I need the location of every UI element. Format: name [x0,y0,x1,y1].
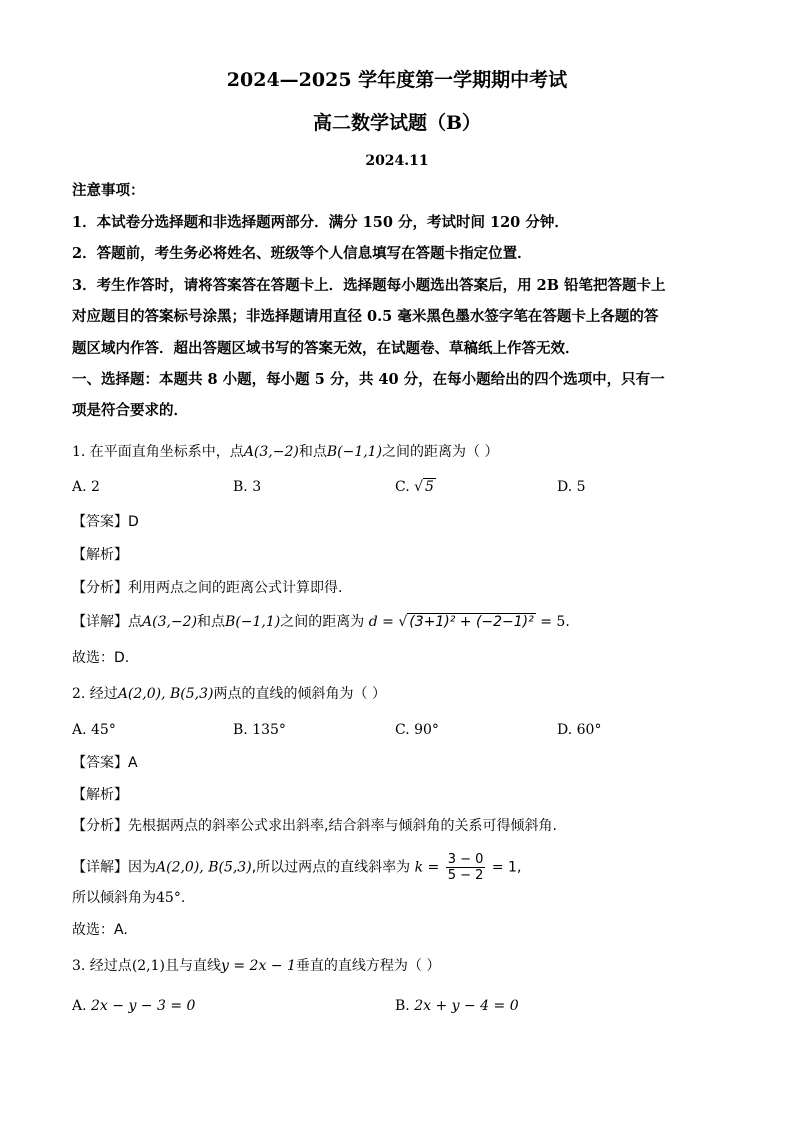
q2-choice-b: B. 135° [233,722,286,738]
q3-choice-a-label: A. [72,998,87,1014]
exam-date: 2024.11 [365,153,429,169]
q2-detail [72,852,521,883]
q3-stem-prefix: 3. 经过点 [72,958,132,974]
sqrt-symbol: √ (3+1)² + (−2−1)² [398,614,534,630]
q3-choice-b-equation: 2x + y − 4 = 0 [414,998,519,1014]
q2-detail-k: k = [414,859,440,876]
notes-item-1: 1．本试卷分选择题和非选择题两部分．满分 150 分，考试时间 120 分钟． [72,214,569,231]
q2-fenxi-label: 【分析】 [72,818,128,834]
q1-choice-a: A. 2 [72,479,100,495]
q2-answer-value: A [128,755,138,771]
q2-detail-points: A(2,0), B(5,3) [156,859,252,876]
q1-detail-mid2: 之间的距离为 [280,614,365,630]
q1-stem [72,442,499,462]
q1-choice-c [395,477,436,497]
q2-angle-value: 45° [156,890,181,906]
notes-item-3-cont1: 对应题目的答案标号涂黑；非选择题请用直径 0.5 毫米黑色墨水签字笔在答题卡上各题的答 [72,308,659,325]
q2-choice-c: C. 90° [395,722,439,738]
notes-heading: 注意事项： [72,182,145,199]
sqrt-symbol: √ 5 [414,479,434,495]
q2-fraction-denominator: 5 − 2 [447,868,484,883]
q1-detail-prefix: 点 [128,614,142,630]
q1-fenxi [72,578,342,598]
q1-fenxi-text: 利用两点之间的距离公式计算即得. [128,580,343,596]
q3-stem-mid: 且与直线 [165,958,222,974]
q1-detail-result: = 5 [540,614,566,630]
exam-title: 2024—2025 学年度第一学期期中考试 [226,69,568,91]
q1-choice-d: D. 5 [557,479,586,495]
q2-angle-line [72,888,185,908]
q1-stem-prefix: 1. 在平面直角坐标系中，点 [72,444,244,460]
q3-stem [72,956,440,976]
q1-point-b: B(−1,1) [326,444,383,460]
q2-fenxi-text: 先根据两点的斜率公式求出斜率,结合斜率与倾斜角的关系可得倾斜角. [128,818,557,834]
q3-choice-b [395,996,519,1016]
q1-detail-radicand: (3+1)² + (−2−1)² [409,614,534,630]
q2-angle-prefix: 所以倾斜角为 [72,890,156,906]
q1-detail-end: . [565,614,570,630]
q2-answer [72,753,138,773]
section-heading-line2: 项是符合要求的． [72,402,188,419]
q2-choice-d: D. 60° [557,722,602,738]
q1-choice-c-radicand: 5 [425,479,434,495]
q1-answer-value: D [128,514,139,530]
q2-detail-label: 【详解】 [72,859,128,876]
q3-point: (2,1) [131,958,166,974]
q2-stem [72,684,386,704]
q2-detail-result: = 1 [491,859,517,876]
q2-fraction-numerator: 3 − 0 [447,852,484,867]
q2-analysis-label: 【解析】 [72,787,128,803]
q1-detail-d: d = [368,614,394,630]
q2-stem-prefix: 2. 经过 [72,686,118,702]
q3-line-equation: y = 2x − 1 [221,958,296,974]
q3-stem-suffix: 垂直的直线方程为（ ） [295,958,441,974]
q2-points: A(2,0), B(5,3) [117,686,214,702]
q1-stem-suffix: 之间的距离为（ ） [382,444,499,460]
notes-item-3: 3．考生作答时，请将答案答在答题卡上．选择题每小题选出答案后，用 2B 铅笔把答题卡上 [72,277,666,294]
q2-conclusion: 故选：A. [72,922,128,938]
q3-choice-b-label: B. [395,998,410,1014]
q1-answer [72,512,139,532]
q2-fenxi [72,816,557,836]
q1-detail [72,612,570,632]
q1-point-a: A(3,−2) [243,444,299,460]
q3-choice-a-equation: 2x − y − 3 = 0 [91,998,196,1014]
q1-detail-point-b: B(−1,1) [225,614,281,630]
q1-conclusion: 故选：D. [72,650,130,666]
q2-angle-end: . [180,890,186,906]
q1-stem-mid: 和点 [298,444,327,460]
q1-answer-label: 【答案】 [72,514,128,530]
q1-detail-point-a: A(3,−2) [142,614,198,630]
q2-answer-label: 【答案】 [72,755,128,771]
q1-detail-label: 【详解】 [72,614,128,630]
q2-choice-a: A. 45° [72,722,116,738]
notes-item-2: 2．答题前，考生务必将姓名、班级等个人信息填写在答题卡指定位置． [72,245,532,262]
q2-slope-fraction [446,852,486,883]
q2-detail-mid: ,所以过两点的直线斜率为 [251,859,411,876]
q2-detail-prefix: 因为 [128,859,156,876]
q2-stem-suffix: 两点的直线的倾斜角为（ ） [213,686,386,702]
section-heading-line1: 一、选择题：本题共 8 小题，每小题 5 分，共 40 分，在每小题给出的四个选项中，只有一 [72,371,665,388]
q1-analysis-label: 【解析】 [72,547,128,563]
q3-choice-a [72,996,195,1016]
q1-fenxi-label: 【分析】 [72,580,128,596]
exam-subtitle: 高二数学试题（B） [312,112,482,134]
q1-choice-c-label: C. [395,479,410,495]
q1-detail-mid: 和点 [197,614,226,630]
q1-choice-b: B. 3 [233,479,262,495]
notes-item-3-cont2: 题区域内作答．超出答题区域书写的答案无效，在试题卷、草稿纸上作答无效． [72,340,580,357]
q2-detail-end: , [516,859,522,876]
